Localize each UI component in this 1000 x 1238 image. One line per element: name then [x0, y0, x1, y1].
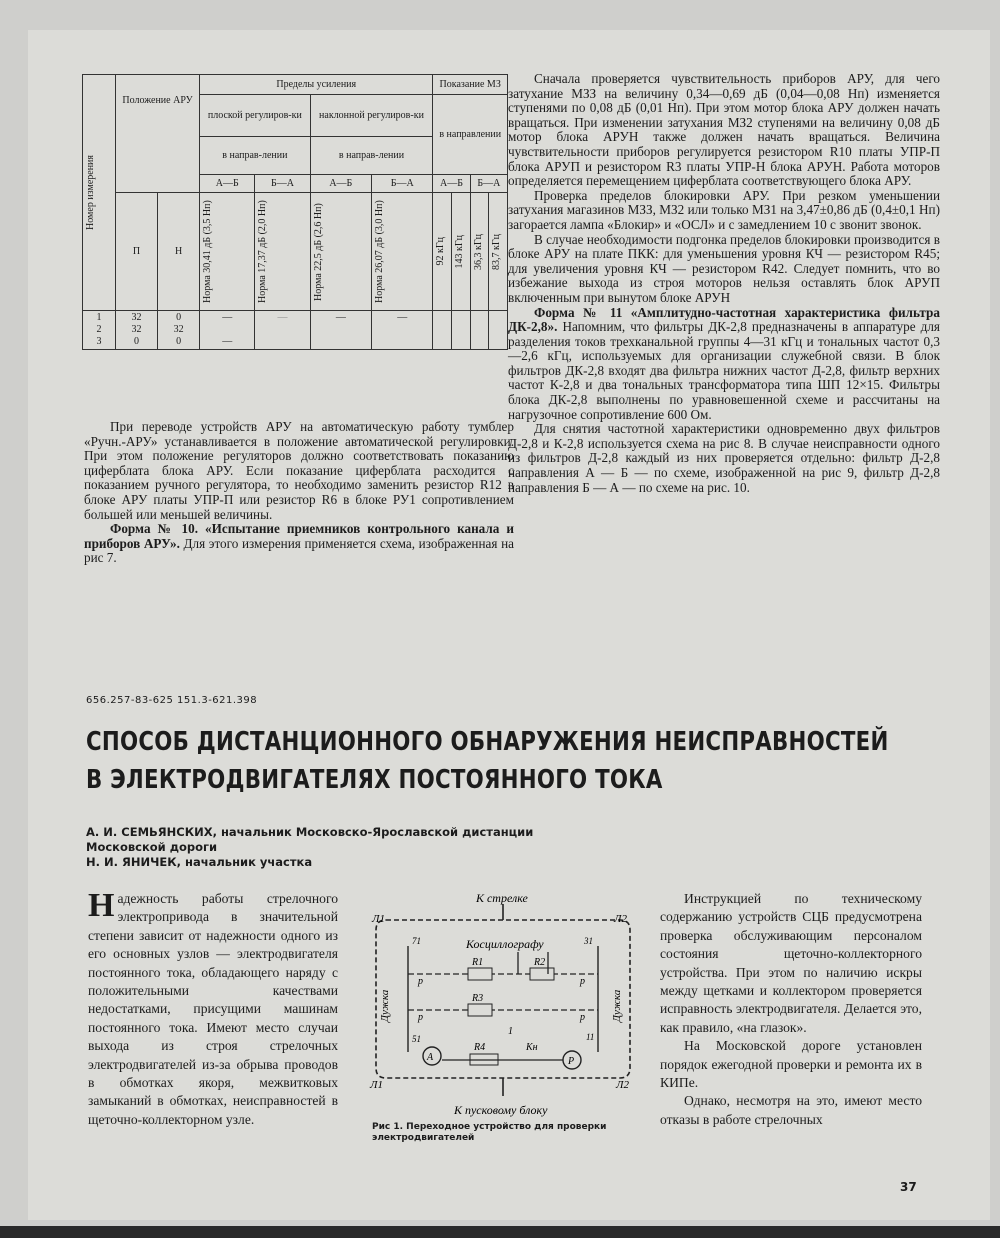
table-dash: —	[222, 312, 233, 323]
fig-r4: R4	[474, 1042, 486, 1053]
right-paragraph-2: Проверка пределов блокировки АРУ. При резком уменьшении затухания магазинов МЗЗ, МЗ2 или только МЗ1 на 3,47±0,86 дБ (0,4±0,1 Нп) загорается лампа «Блокир» и «ОСЛ» и с замедлением 10 с звонит звонок.	[508, 187, 940, 232]
right-paragraph-5: Для снятия частотной характеристики одновременно двух фильтров Д-2,8 и К-2,8 используется схема на рис 8. В случае неисправности одного из фильтров Д-2,8 каждый из них проверяется отдельно: фильтр Д-2,8 направления А — Б — по схеме, изображенной на рис 9, фильтр Д-2,8 направления Б — А — по схеме на рис. 10.	[508, 421, 940, 495]
fig-kn: Кн	[526, 1042, 538, 1053]
article-left-text: адежность работы стрелочного электропривода в значительной степени зависит от надежности одного из его основных узлов — электродвигателя постоянного тока, обладающего наряду с положительными качествами недостатками, присущими машинам постоянного тока. Имеют место случаи выхода из строя стрелочных электродвигателей из-за обрыва проводов в обмотках якоря, межвитковых замыканий в обмотках, неисправностей в щеточно-коллекторном узле.	[88, 891, 338, 1127]
table-freq-2: 143 кГц	[454, 234, 466, 269]
page	[28, 30, 990, 1220]
table-cell-p: 32	[131, 324, 142, 335]
fig-p1: р	[418, 976, 423, 987]
figure-circuit	[358, 892, 648, 1122]
fig-r3: R3	[472, 993, 484, 1004]
table-head-pokazanie: Показание МЗ	[433, 75, 508, 95]
table-norm-4: Норма 26,07 дБ (3,0 Нп)	[374, 200, 385, 303]
fig-r2: R2	[534, 957, 546, 968]
form-10-heading: Форма № 10. «Испытание приемников контрольного канала и приборов АРУ».	[84, 521, 514, 551]
fig-one: 1	[508, 1026, 513, 1037]
fig-p2: р	[580, 976, 585, 987]
figure-caption: Рис 1. Переходное устройство для проверки электродвигателей	[372, 1122, 607, 1143]
table-head-polozhenie: Положение АРУ	[116, 75, 200, 193]
bottom-strip	[0, 1226, 1000, 1238]
right-column-text	[508, 72, 940, 495]
fig-l2-bottom: Л2	[616, 1079, 629, 1091]
author-1-org: Московской дороги	[86, 840, 218, 854]
authors	[86, 825, 686, 870]
article-right-paragraph-1: Инструкцией по техническому содержанию устройств СЦБ предусмотрена проверка обслуживающим персоналом состояния щеточно-коллекторного устройства. При этом по наличию искры между щетками и коллектором проверяется исправность электродвигателя. Делается это, как правило, «на глазок».	[660, 891, 922, 1035]
table-head-predely: Пределы усиления	[200, 75, 433, 95]
table-cell-p: 32	[131, 312, 142, 323]
fig-l1-bottom: Л1	[370, 1079, 383, 1091]
fig-n71: 71	[412, 936, 421, 946]
author-1: А. И. СЕМЬЯНСКИХ, начальник Московско-Ярославской дистанции	[86, 825, 534, 839]
left-paragraph-1: При переводе устройств АРУ на автоматическую работу тумблер «Ручн.-АРУ» устанавливается в положение автоматической регулировки. При этом положение регуляторов должно соответствовать показанию циферблата блока АРУ. Если показание циферблата расходится с показанием ручного регулятора, то необходимо заменить резистор R12 в блоке АРУ платы УПР-П или резистор R6 в блоке РУ1 сопротивлением большей или меньшей величины.	[84, 419, 514, 522]
table-cell-n: 0	[176, 312, 182, 323]
udc-code: 656.257-83-625 151.3-621.398	[86, 695, 258, 706]
article-left-column	[88, 887, 338, 1129]
page-number: 37	[900, 1180, 917, 1194]
table-cell-p: 0	[134, 336, 140, 347]
article-title-line-1: СПОСОБ ДИСТАНЦИОННОГО ОБНАРУЖЕНИЯ НЕИСПРАВНОСТЕЙ	[86, 727, 889, 757]
table-head-n: Н	[158, 193, 200, 311]
table-head-ab2: А—Б	[310, 175, 371, 193]
article-right-column	[660, 890, 922, 1129]
fig-l2-top: Л2	[614, 913, 627, 925]
fig-r1: R1	[472, 957, 484, 968]
article-title-line-2: В ЭЛЕКТРОДВИГАТЕЛЯХ ПОСТОЯННОГО ТОКА	[86, 765, 663, 795]
article-right-paragraph-3: Однако, несмотря на это, имеют место отказы в работе стрелочных	[660, 1093, 922, 1127]
left-column-text	[84, 420, 514, 566]
form-10-text: Для этого измерения применяется схема, изображенная на рис 7.	[84, 535, 514, 566]
table-head-ba2: Б—А	[372, 175, 433, 193]
fig-meter-p: Р	[568, 1056, 575, 1067]
table-cell-n: 0	[176, 336, 182, 347]
table-head-zamer: Номер измерения	[85, 155, 96, 230]
fig-l1-top: Л1	[372, 913, 385, 925]
table-dash: —	[277, 312, 288, 323]
table-head-ab1: А—Б	[200, 175, 255, 193]
table-head-ab3: А—Б	[433, 175, 470, 193]
fig-n51: 51	[412, 1034, 421, 1044]
table-head-v-napr2: в направ-лении	[310, 137, 433, 175]
table-dash: —	[335, 312, 346, 323]
table-head-v-napr: в направлении	[433, 95, 508, 175]
table-row	[83, 311, 508, 350]
fig-p3: р	[418, 1012, 423, 1023]
fig-n31: 31	[584, 936, 593, 946]
right-paragraph-1: Сначала проверяется чувствительность приборов АРУ, для чего затухание МЗЗ на величину 0,34—0,69 дБ (0,04—0,08 Нп) изменяется ступенями по 0,08 дБ (0,01 Нп). При этом мотор блока АРУ должен начать вращаться. При изменении затухания МЗ2 ступенями на величину 0,08 дБ мотор блока АРУН также должен начать вращаться. Величина чувствительности приборов регулируется резистором R10 платы УПР-П блока АРУП и резистором R3 платы УПР-Н блока АРУН. Работа моторов определяется перемещением циферблата соответствующего блока АРУ.	[508, 71, 940, 189]
fig-bottom-label: К пусковому блоку	[454, 1103, 548, 1117]
table-cell-n: 32	[173, 324, 184, 335]
table-norm-1: Норма 30,41 дБ (3,5 Нп)	[202, 200, 214, 303]
form-11-heading: Форма № 11 «Амплитудно-частотная характеристика фильтра ДК-2,8».	[508, 304, 940, 335]
table-freq-1: 92 кГц	[435, 237, 447, 266]
table-dash: —	[397, 312, 408, 323]
table-head-ba1: Б—А	[255, 175, 310, 193]
fig-n11: 11	[586, 1032, 595, 1042]
measurement-table	[82, 74, 508, 350]
table-head-v-napr1: в направ-лении	[200, 137, 311, 175]
table-freq-4: 83,7 кГц	[491, 233, 503, 270]
fig-left-side: Дужка	[379, 989, 391, 1022]
table-head-ploskoy: плоской регулиров-ки	[200, 95, 311, 137]
dropcap: Н	[88, 887, 115, 924]
article-right-paragraph-2: На Московской дороге установлен порядок ежегодной проверки и ремонта их в КИПе.	[660, 1038, 922, 1091]
fig-p4: р	[580, 1012, 585, 1023]
circuit-diagram	[358, 892, 648, 1122]
fig-ammeter: А	[427, 1052, 434, 1063]
table-row-num: 1	[96, 312, 102, 323]
fig-top-label: К стрелке	[476, 892, 528, 905]
left-paragraph-2	[84, 522, 514, 566]
fig-right-side: Дужка	[611, 989, 623, 1022]
author-2: Н. И. ЯНИЧЕК, начальник участка	[86, 855, 313, 869]
table-freq-3: 36,3 кГц	[472, 233, 484, 270]
fig-osc-label: Косциллографу	[466, 937, 544, 951]
table-head-p: П	[116, 193, 158, 311]
right-paragraph-3: В случае необходимости подгонка пределов блокировки производится в блоке АРУ на плате ПКК: для уменьшения уровня КЧ — резистором R45; для увеличения уровня КЧ — резистором R42. Следует помнить, что во избежание выхода из строя моторов нельзя оставлять блок АРУП включенным при вынутом блоке АРУН	[508, 231, 940, 305]
table-head-ba3: Б—А	[470, 175, 507, 193]
right-paragraph-4	[508, 306, 940, 423]
table-norm-3: Норма 22,5 дБ (2,6 Нп)	[312, 202, 324, 301]
table-norm-2: Норма 17,37 дБ (2,0 Нп)	[257, 200, 269, 303]
table-head-naklonnoy: наклонной регулиров-ки	[310, 95, 433, 137]
form-11-text: Напомним, что фильтры ДК-2,8 предназначены в аппаратуре для разделения токов трехканальной группы 4—31 кГц и тональных частот 0,3—2,6 кГц, используемых для организации служебной связи. В блок фильтров ДК-2,8 входят два фильтра нижних частот Д-2,8, фильтр верхних частот К-2,8 и два тональных трансформатора типа ШП 12×15. Фильтры блока ДК-2,8 выполнены по уравновешенной схеме и рассчитаны на нагрузочное сопротивление 600 Ом.	[508, 319, 940, 422]
table-row-num: 3	[96, 336, 102, 347]
table-row-num: 2	[96, 324, 102, 335]
table-dash: —	[222, 336, 233, 347]
